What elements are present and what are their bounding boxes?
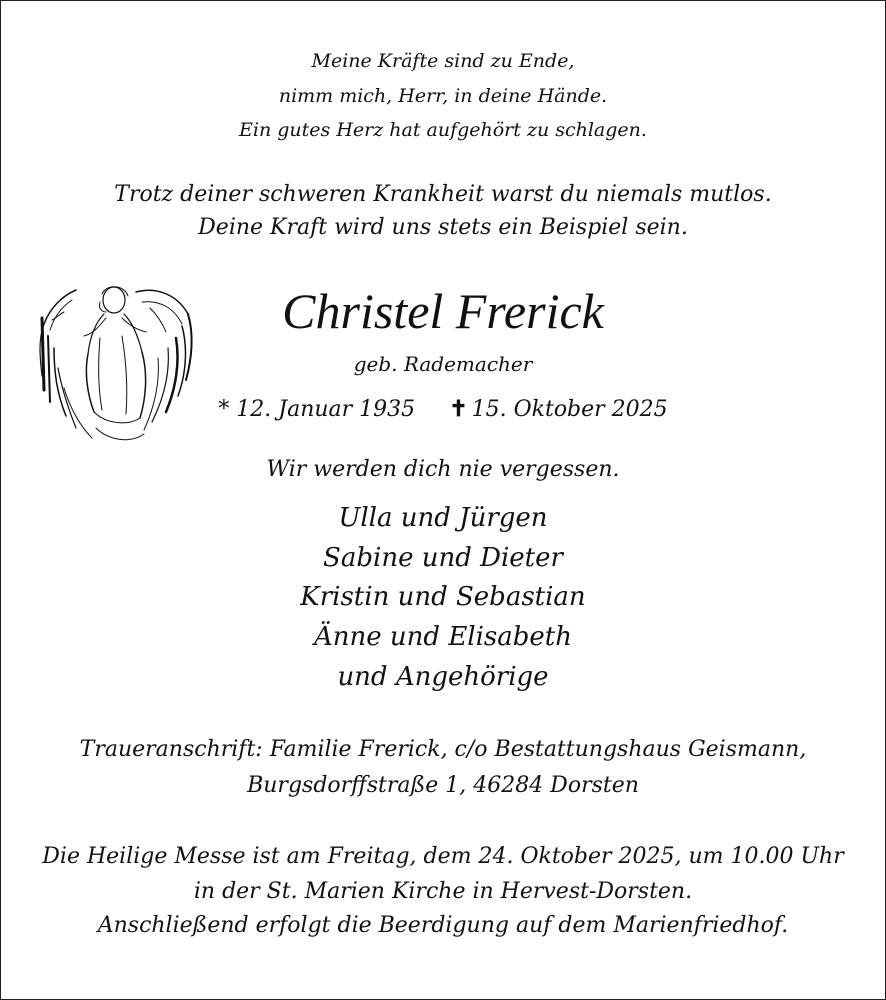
death-date: 15. Oktober 2025: [471, 397, 668, 422]
quote-line-2: Deine Kraft wird uns stets ein Beispiel sein.: [198, 215, 688, 240]
poem-line-2: nimm mich, Herr, in deine Hände.: [278, 85, 608, 107]
farewell-text: Wir werden dich nie vergessen.: [266, 457, 620, 482]
mourner-line: und Angehörige: [337, 662, 549, 692]
mourner-line: Änne und Elisabeth: [314, 622, 572, 652]
cross-icon: ✝: [449, 396, 468, 422]
service-line-2: in der St. Marien Kirche in Hervest-Dorsten.: [193, 879, 693, 904]
maiden-name: geb. Rademacher: [353, 352, 533, 376]
mourner-line: Kristin und Sebastian: [300, 582, 586, 612]
mourner-line: Ulla und Jürgen: [338, 503, 548, 533]
address-line-2: Burgsdorffstraße 1, 46284 Dorsten: [247, 773, 639, 798]
poem-line-1: Meine Kräfte sind zu Ende,: [311, 50, 575, 72]
address-line-1: Traueranschrift: Familie Frerick, c/o Bestattungshaus Geismann,: [79, 737, 807, 762]
service-line-3: Anschließend erfolgt die Beerdigung auf dem Marienfriedhof.: [97, 913, 789, 938]
poem-line-3: Ein gutes Herz hat aufgehört zu schlagen.: [239, 119, 647, 141]
life-dates: [0, 396, 886, 422]
mourner-line: Sabine und Dieter: [323, 543, 563, 573]
deceased-name: Christel Frerick: [282, 283, 604, 339]
service-line-1: Die Heilige Messe ist am Freitag, dem 24. Oktober 2025, um 10.00 Uhr: [42, 844, 844, 869]
quote-line-1: Trotz deiner schweren Krankheit warst du niemals mutlos.: [114, 182, 772, 207]
birth-date: * 12. Januar 1935: [218, 397, 416, 422]
